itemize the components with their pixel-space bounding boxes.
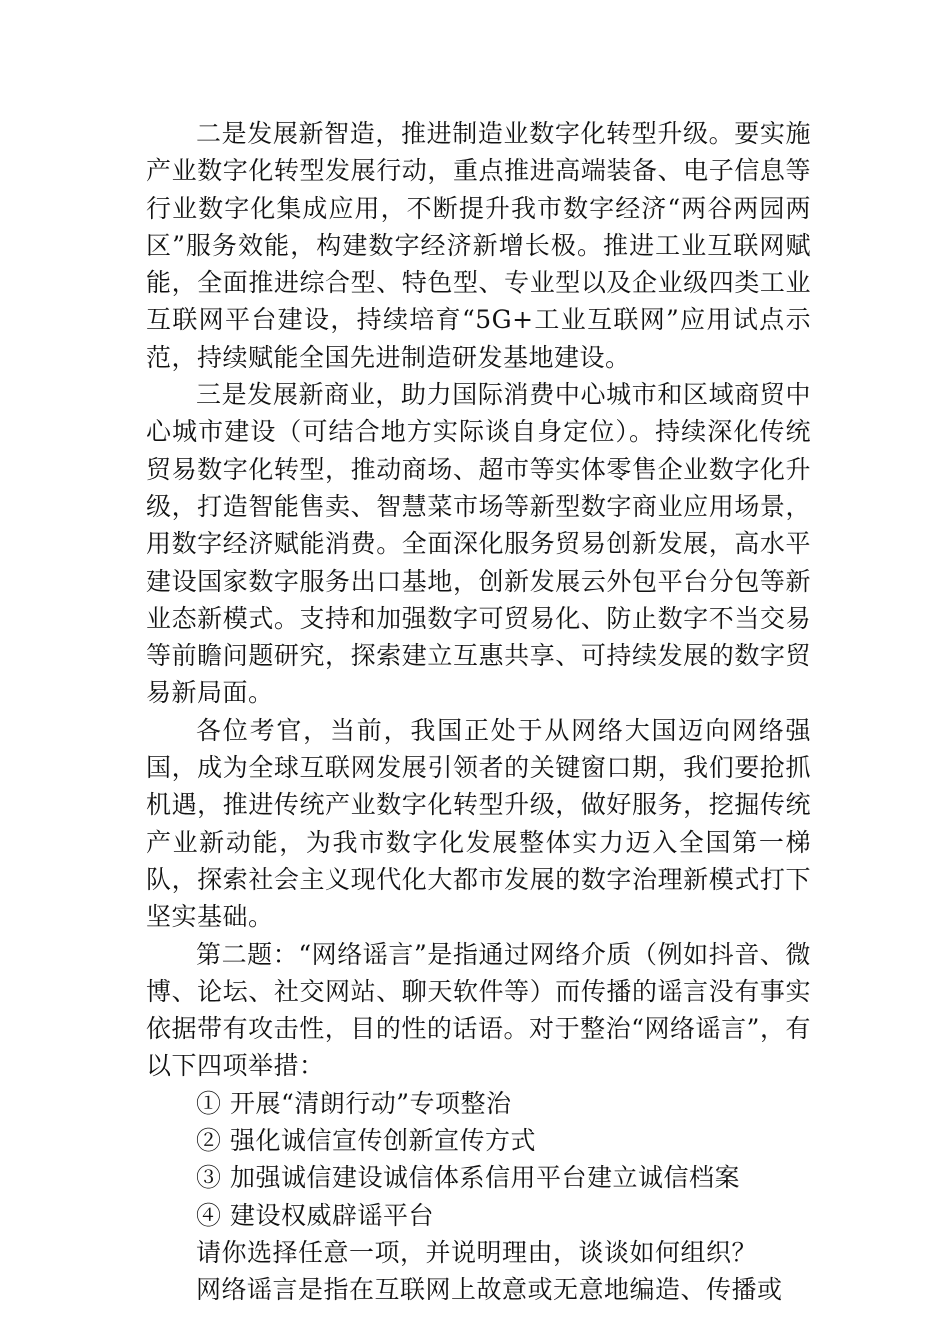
measure-item-2: ② 强化诚信宣传创新宣传方式 <box>196 1126 536 1156</box>
answer-start: 网络谣言是指在互联网上故意或无意地编造、传播或 <box>196 1275 783 1305</box>
paragraph-question-two: 第二题：“网络谣言”是指通过网络介质（例如抖音、微博、论坛、社交网站、聊天软件等）而传播的谣言没有事实依据带有攻击性，目的性的话语。对于整治“网络谣言”，有以下四项举措： <box>146 939 811 1081</box>
paragraph-conclusion: 各位考官，当前，我国正处于从网络大国迈向网络强国，成为全球互联网发展引领者的关键窗口期，我们要抢抓机遇，推进传统产业数字化转型升级，做好服务，挖掘传统产业新动能，为我市数字化发展整体实力迈入全国第一梯队，探索社会主义现代化大都市发展的数字治理新模式打下坚实基础。 <box>146 715 811 932</box>
document-body <box>146 115 811 1309</box>
paragraph-new-manufacturing: 二是发展新智造，推进制造业数字化转型升级。要实施产业数字化转型发展行动，重点推进高端装备、电子信息等行业数字化集成应用，不断提升我市数字经济“两谷两园两区”服务效能，构建数字经济新增长极。推进工业互联网赋能，全面推进综合型、特色型、专业型以及企业级四类工业互联网平台建设，持续培育“5G+工业互联网”应用试点示范，持续赋能全国先进制造研发基地建设。 <box>146 119 811 372</box>
paragraph-new-commerce: 三是发展新商业，助力国际消费中心城市和区域商贸中心城市建设（可结合地方实际谈自身定位）。持续深化传统贸易数字化转型，推动商场、超市等实体零售企业数字化升级，打造智能售卖、智慧菜市场等新型数字商业应用场景，用数字经济赋能消费。全面深化服务贸易创新发展，高水平建设国家数字服务出口基地，创新发展云外包平台分包等新业态新模式。支持和加强数字可贸易化、防止数字不当交易等前瞻问题研究，探索建立互惠共享、可持续发展的数字贸易新局面。 <box>146 380 811 708</box>
question-prompt: 请你选择任意一项，并说明理由，谈谈如何组织？ <box>196 1237 758 1267</box>
measure-item-3: ③ 加强诚信建设诚信体系信用平台建立诚信档案 <box>196 1163 740 1193</box>
measure-item-1: ① 开展“清朗行动”专项整治 <box>196 1088 512 1118</box>
measure-item-4: ④ 建设权威辟谣平台 <box>196 1200 434 1230</box>
